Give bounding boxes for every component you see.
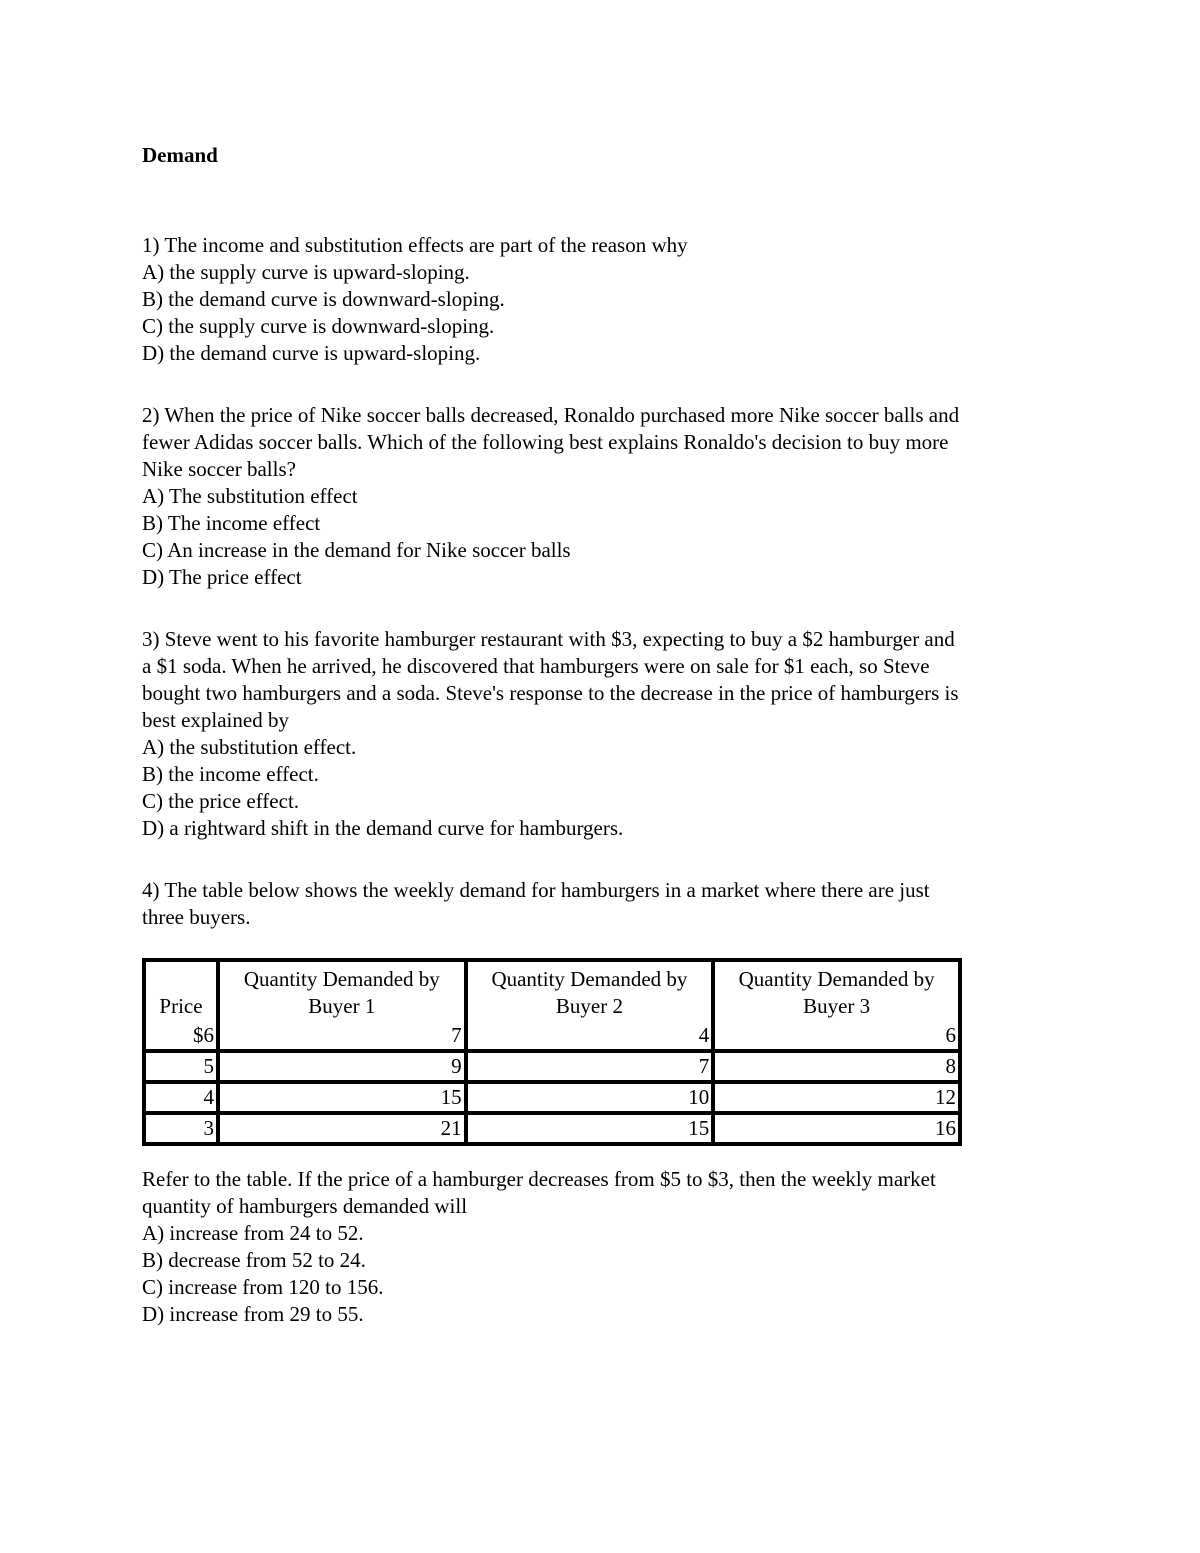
table-cell-buyer-1: 21 (220, 1115, 468, 1142)
table-cell-buyer-2: 4 (468, 1022, 716, 1053)
table-header-price-line-2: Price (159, 994, 203, 1018)
table-cell-price: 3 (146, 1115, 220, 1142)
question-1-stem: 1) The income and substitution effects are part of the reason why (142, 233, 688, 257)
question-4-followup-line-1: Refer to the table. If the price of a hamburger decreases from $5 to $3, then the weekly market (142, 1167, 936, 1191)
question-4-stem-line-1: 4) The table below shows the weekly demand for hamburgers in a market where there are just (142, 878, 930, 902)
question-2-stem-line-3: Nike soccer balls? (142, 457, 296, 481)
question-3-stem-line-3: bought two hamburgers and a soda. Steve's response to the decrease in the price of hamburgers is (142, 681, 959, 705)
question-4-option-a: A) increase from 24 to 52. (142, 1221, 364, 1245)
table-row (146, 1022, 958, 1053)
question-3 (142, 626, 1072, 842)
question-2 (142, 402, 1072, 591)
table-cell-buyer-3: 12 (715, 1084, 958, 1115)
question-2-stem-line-2: fewer Adidas soccer balls. Which of the following best explains Ronaldo's decision to buy more (142, 430, 949, 454)
question-1-option-b: B) the demand curve is downward-sloping. (142, 287, 505, 311)
question-2-stem-line-1: 2) When the price of Nike soccer balls decreased, Ronaldo purchased more Nike soccer balls and (142, 403, 960, 427)
question-3-option-b: B) the income effect. (142, 762, 319, 786)
table-cell-buyer-1: 7 (220, 1022, 468, 1053)
table-header-buyer-1 (220, 962, 468, 1022)
question-1 (142, 232, 1072, 367)
question-1-option-d: D) the demand curve is upward-sloping. (142, 341, 481, 365)
table-header-buyer-2 (468, 962, 716, 1022)
demand-table-header-row (146, 962, 958, 1022)
table-header-buyer-1-line-2: Buyer 1 (308, 994, 376, 1018)
question-4-option-b: B) decrease from 52 to 24. (142, 1248, 366, 1272)
table-cell-buyer-2: 15 (468, 1115, 716, 1142)
table-header-buyer-2-line-1: Quantity Demanded by (491, 967, 688, 991)
question-2-option-c: C) An increase in the demand for Nike soccer balls (142, 538, 571, 562)
table-header-price (146, 962, 220, 1022)
table-cell-buyer-3: 16 (935, 1116, 956, 1140)
question-4-followup (142, 1166, 1072, 1328)
demand-table (142, 958, 962, 1146)
question-3-stem-line-4: best explained by (142, 708, 289, 732)
table-row (146, 1053, 958, 1084)
table-cell-buyer-2: 10 (468, 1084, 716, 1115)
table-cell-buyer-1: 9 (220, 1053, 468, 1084)
table-cell-buyer-3: 6 (715, 1022, 958, 1053)
table-cell-buyer-1: 15 (220, 1084, 468, 1115)
table-header-buyer-3-line-1: Quantity Demanded by (738, 967, 935, 991)
question-3-option-a: A) the substitution effect. (142, 735, 357, 759)
question-3-stem-line-2: a $1 soda. When he arrived, he discovered that hamburgers were on sale for $1 each, so Steve (142, 654, 930, 678)
table-header-buyer-3-line-2: Buyer 3 (803, 994, 871, 1018)
question-2-option-a: A) The substitution effect (142, 484, 358, 508)
question-1-option-c: C) the supply curve is downward-sloping. (142, 314, 495, 338)
question-4-option-c: C) increase from 120 to 156. (142, 1275, 384, 1299)
question-4 (142, 877, 1072, 1328)
question-2-option-b: B) The income effect (142, 511, 321, 535)
table-cell-price: 4 (146, 1084, 220, 1115)
question-3-option-d: D) a rightward shift in the demand curve for hamburgers. (142, 816, 624, 840)
table-header-buyer-2-line-2: Buyer 2 (555, 994, 623, 1018)
table-row (146, 1115, 958, 1142)
question-2-option-d: D) The price effect (142, 565, 302, 589)
table-header-buyer-1-line-1: Quantity Demanded by (243, 967, 440, 991)
question-4-stem-line-2: three buyers. (142, 905, 251, 929)
table-header-buyer-3 (715, 962, 958, 1022)
table-cell-price: $6 (146, 1022, 220, 1053)
table-cell-buyer-2: 7 (468, 1053, 716, 1084)
page-heading: Demand (142, 143, 218, 167)
table-row (146, 1084, 958, 1115)
question-1-option-a: A) the supply curve is upward-sloping. (142, 260, 470, 284)
table-cell-price: 5 (146, 1053, 220, 1084)
question-3-option-c: C) the price effect. (142, 789, 300, 813)
question-4-option-d: D) increase from 29 to 55. (142, 1302, 364, 1326)
table-cell-buyer-3: 8 (715, 1053, 958, 1084)
question-3-stem-line-1: 3) Steve went to his favorite hamburger restaurant with $3, expecting to buy a $2 hamburger and (142, 627, 955, 651)
document-page (142, 142, 1072, 1328)
question-4-followup-line-2: quantity of hamburgers demanded will (142, 1194, 468, 1218)
